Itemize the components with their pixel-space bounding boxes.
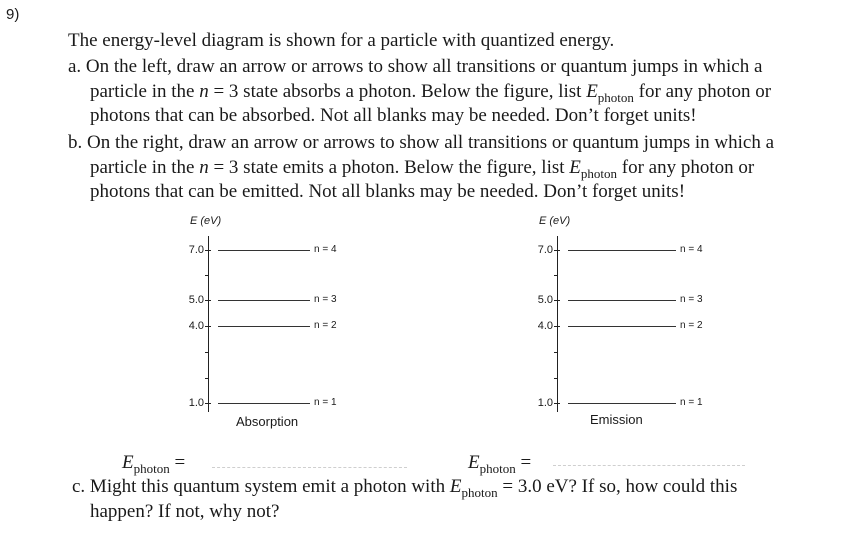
part-a-text-end: for any photon or <box>633 81 772 102</box>
part-a-text-pre: particle in the <box>90 81 200 102</box>
right-level-label-n3: n = 3 <box>680 294 703 305</box>
right-energy-axis <box>557 236 558 412</box>
part-b-line-2 <box>90 156 754 181</box>
right-answer-subscript: photon <box>479 461 516 476</box>
right-level-n3 <box>568 300 676 301</box>
part-b-E-symbol: E <box>569 157 581 178</box>
left-level-n1 <box>218 403 310 404</box>
part-b-line-3: photons that can be emitted. Not all blanks may be needed. Don’t forget units! <box>90 181 686 202</box>
left-energy-axis <box>208 236 209 412</box>
left-answer-E: E <box>122 452 134 473</box>
part-b-text-pre: particle in the <box>90 157 200 178</box>
right-answer-label <box>468 451 531 476</box>
right-minor-tick-6 <box>554 275 558 276</box>
part-b-line-1: b. On the right, draw an arrow or arrows to show all transitions or quantum jumps in which a <box>68 132 775 153</box>
left-minor-tick-6 <box>205 275 209 276</box>
right-tick-label-7: 7.0 <box>537 244 553 256</box>
right-level-n2 <box>568 326 676 327</box>
left-minor-tick-2 <box>205 378 209 379</box>
left-tick-label-1: 1.0 <box>188 397 204 409</box>
left-level-n3 <box>218 300 310 301</box>
right-level-label-n4: n = 4 <box>680 244 703 255</box>
left-level-n2 <box>218 326 310 327</box>
part-c-E-subscript: photon <box>461 485 498 500</box>
absorption-caption: Absorption <box>236 414 299 429</box>
part-b-text-end: for any photon or <box>617 157 755 178</box>
left-tick-label-4: 4.0 <box>188 320 204 332</box>
left-tick-label-5: 5.0 <box>188 294 204 306</box>
left-level-label-n1: n = 1 <box>314 397 337 408</box>
right-minor-tick-2 <box>554 378 558 379</box>
left-level-label-n2: n = 2 <box>314 320 337 331</box>
right-tick-label-5: 5.0 <box>537 294 553 306</box>
left-tick-4 <box>205 326 211 327</box>
left-level-n4 <box>218 250 310 251</box>
right-tick-label-4: 4.0 <box>537 320 553 332</box>
part-a-line-1: a. On the left, draw an arrow or arrows to show all transitions or quantum jumps in which a <box>68 56 763 77</box>
right-tick-7 <box>554 250 560 251</box>
part-c-E-symbol: E <box>449 476 462 497</box>
left-tick-7 <box>205 250 211 251</box>
part-c-line-2: happen? If not, why not? <box>90 501 280 522</box>
right-tick-4 <box>554 326 560 327</box>
part-a-line-2 <box>90 80 771 105</box>
left-answer-equals: = <box>169 452 186 473</box>
intro-text: The energy-level diagram is shown for a particle with quantized energy. <box>68 30 615 51</box>
part-b-text-post: = 3 state emits a photon. Below the figure, list <box>208 157 570 178</box>
left-minor-tick-3 <box>205 352 209 353</box>
right-tick-1 <box>554 403 560 404</box>
right-tick-5 <box>554 300 560 301</box>
part-a-text-post: = 3 state absorbs a photon. Below the figure, list <box>208 81 587 102</box>
part-a-E-symbol: E <box>586 81 598 102</box>
question-number: 9) <box>6 6 20 23</box>
right-level-label-n2: n = 2 <box>680 320 703 331</box>
right-answer-E: E <box>468 452 480 473</box>
left-tick-label-7: 7.0 <box>188 244 204 256</box>
right-level-n4 <box>568 250 676 251</box>
left-tick-5 <box>205 300 211 301</box>
part-b-E-subscript: photon <box>580 166 618 181</box>
part-a-E-subscript: photon <box>597 90 634 105</box>
left-axis-title: E (eV) <box>190 215 222 227</box>
right-tick-label-1: 1.0 <box>537 397 553 409</box>
part-b-var-n: n <box>199 157 209 178</box>
left-answer-blank[interactable] <box>212 466 407 468</box>
right-minor-tick-3 <box>554 352 558 353</box>
part-a-line-3: photons that can be absorbed. Not all blanks may be needed. Don’t forget units! <box>90 105 697 126</box>
left-tick-1 <box>205 403 211 404</box>
part-c-line-1 <box>72 475 737 500</box>
right-axis-title: E (eV) <box>539 215 571 227</box>
part-a-var-n: n <box>199 81 209 102</box>
right-level-n1 <box>568 403 676 404</box>
right-level-label-n1: n = 1 <box>680 397 703 408</box>
right-answer-blank[interactable] <box>553 464 745 466</box>
emission-caption: Emission <box>590 412 643 427</box>
part-c-text-pre: c. Might this quantum system emit a photon with <box>72 476 450 497</box>
part-c-text-post: = 3.0 eV? If so, how could this <box>497 476 738 497</box>
left-answer-label <box>122 451 185 476</box>
left-level-label-n4: n = 4 <box>314 244 337 255</box>
left-answer-subscript: photon <box>133 461 170 476</box>
left-level-label-n3: n = 3 <box>314 294 337 305</box>
right-answer-equals: = <box>515 452 532 473</box>
